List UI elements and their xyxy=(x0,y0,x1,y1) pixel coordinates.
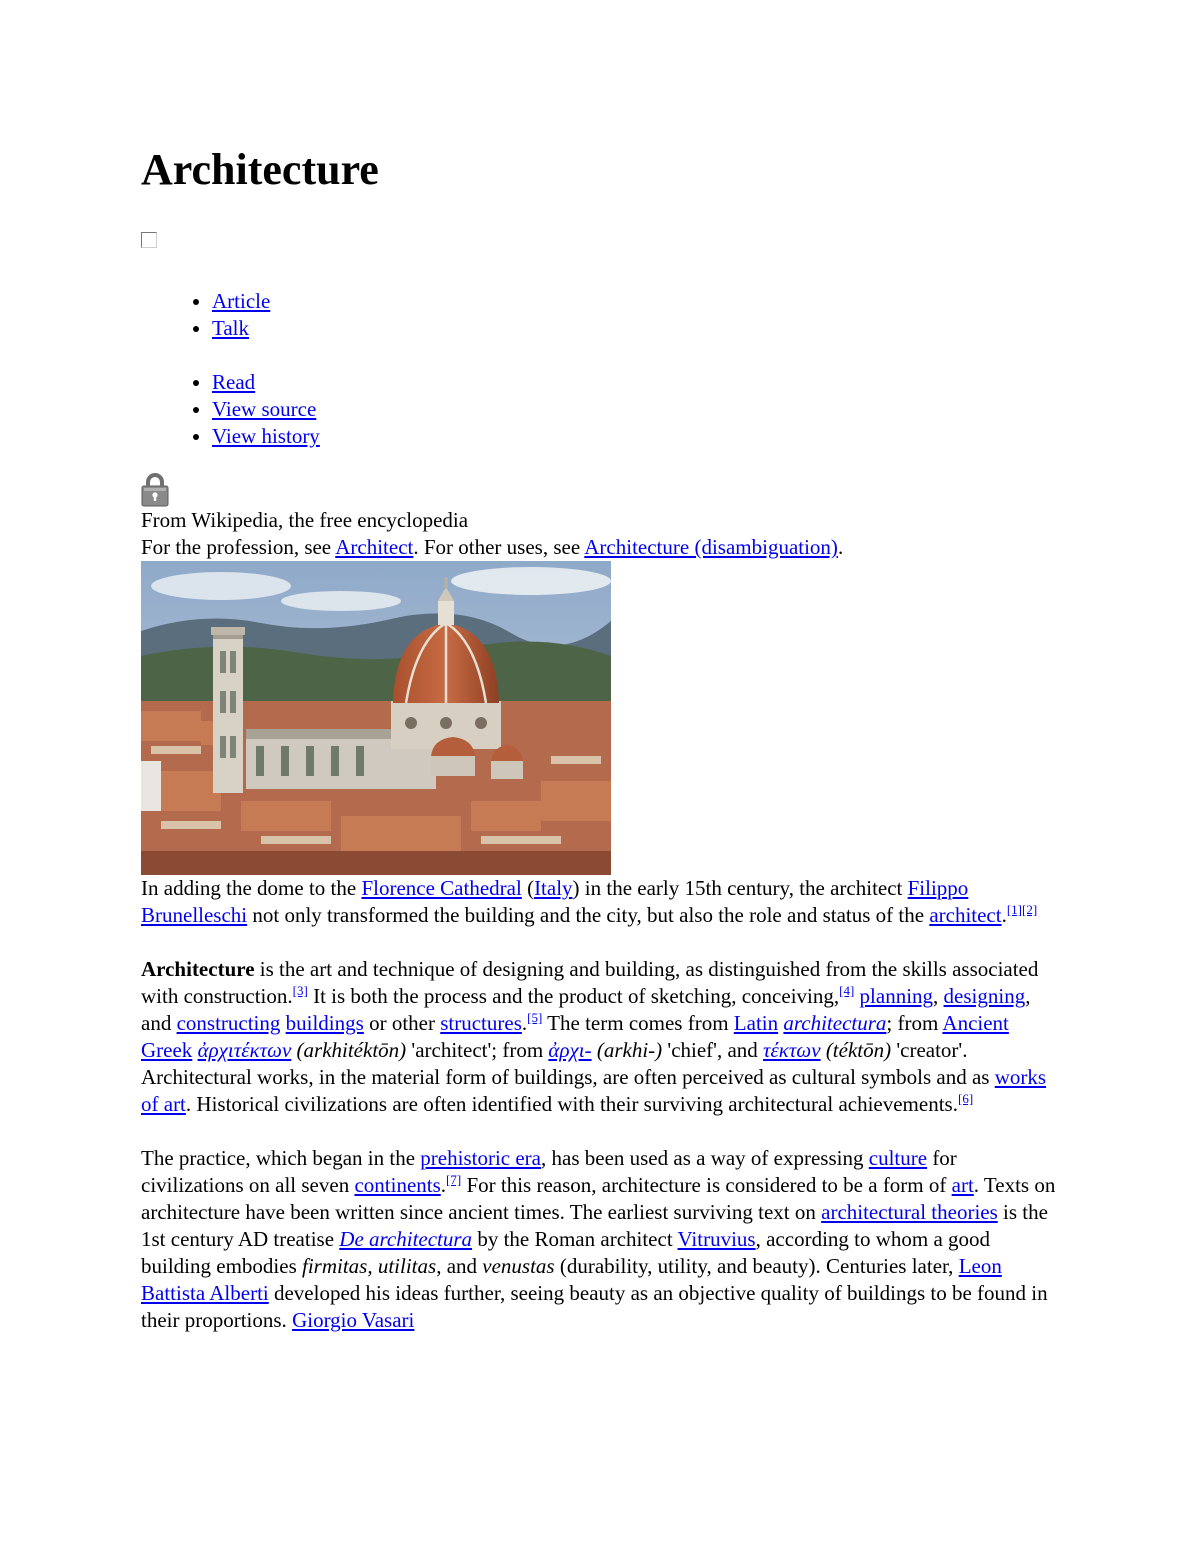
paragraph-text: , xyxy=(933,984,944,1008)
paragraph-text: , according to whom a good building embodies xyxy=(141,1227,991,1278)
tab-article-link[interactable]: Article xyxy=(212,289,271,313)
alberti-link[interactable]: Leon Battista Alberti xyxy=(141,1254,1002,1305)
paragraph-text: by the Roman architect xyxy=(472,1227,678,1251)
transliteration: (arkhitéktōn) xyxy=(291,1038,407,1062)
paragraph-text: , and xyxy=(141,984,1031,1035)
paragraph-text: The term comes from xyxy=(542,1011,734,1035)
caption-text: not only transformed the building and the city, but also the role and status of the xyxy=(247,903,930,927)
paragraph-text: It is both the process and the product of sketching, conceiving, xyxy=(307,984,840,1008)
vitruvius-link[interactable]: Vitruvius xyxy=(677,1227,756,1251)
latin-term: venustas xyxy=(482,1254,555,1278)
paragraph-text: . xyxy=(440,1173,447,1197)
article-page xyxy=(141,140,1061,1332)
greek-arkhi-link[interactable]: ἀρχι- xyxy=(548,1038,592,1062)
caption-text: In adding the dome to the xyxy=(141,876,362,900)
culture-link[interactable]: culture xyxy=(868,1146,928,1170)
tab-article xyxy=(212,288,270,315)
paragraph-text: For this reason, architecture is considered to be a form of xyxy=(461,1173,952,1197)
tab-read xyxy=(212,369,320,396)
namespace-tabs xyxy=(141,288,270,342)
article-body xyxy=(141,507,1061,1361)
hatnote-text: . xyxy=(837,535,844,559)
buildings-link[interactable]: buildings xyxy=(285,1011,364,1035)
paragraph-text: is the art and technique of designing and building, as distinguished from the skills associated with construction. xyxy=(141,957,1039,1008)
reference-link[interactable]: [3] xyxy=(292,983,308,998)
view-tabs xyxy=(141,369,320,450)
paragraph-text: , has been used as a way of expressing xyxy=(541,1146,869,1170)
paragraph-text: 'chief', and xyxy=(662,1038,764,1062)
vasari-link[interactable]: Giorgio Vasari xyxy=(292,1308,415,1332)
florence-cathedral-image[interactable] xyxy=(141,561,611,875)
paragraph-text: . Texts on architecture have been written since ancient times. The earliest surviving text on xyxy=(141,1173,1056,1224)
constructing-link[interactable]: constructing xyxy=(176,1011,281,1035)
checkbox-icon[interactable] xyxy=(141,232,157,248)
prehistoric-era-link[interactable]: prehistoric era xyxy=(420,1146,541,1170)
caption-text: ) in the early 15th century, the architect xyxy=(572,876,908,900)
page-title: Architecture xyxy=(141,145,379,194)
paragraph-text: ; from xyxy=(886,1011,943,1035)
designing-link[interactable]: designing xyxy=(943,984,1026,1008)
latin-term: firmitas, utilitas xyxy=(302,1254,437,1278)
planning-link[interactable]: planning xyxy=(859,984,934,1008)
tab-view-history xyxy=(212,423,320,450)
paragraph-text: 'architect'; from xyxy=(406,1038,549,1062)
greek-tekton-link[interactable]: τέκτων xyxy=(763,1038,821,1062)
reference-link[interactable]: [6] xyxy=(957,1091,974,1106)
reference-link[interactable]: [5] xyxy=(527,1010,543,1025)
reference-link[interactable]: [2] xyxy=(1022,902,1038,917)
tab-view-source-link[interactable]: View source xyxy=(212,397,317,421)
hatnote-text: For the profession, see xyxy=(141,535,336,559)
paragraph-text: or other xyxy=(363,1011,441,1035)
hatnote xyxy=(141,534,1061,561)
image-caption xyxy=(141,875,1061,929)
works-of-art-link[interactable]: works of art xyxy=(141,1065,1047,1116)
transliteration: (arkhi-) xyxy=(591,1038,663,1062)
hatnote-text: . For other uses, see xyxy=(413,535,585,559)
caption-text: . xyxy=(1001,903,1007,927)
architectural-theories-link[interactable]: architectural theories xyxy=(821,1200,998,1224)
paragraph-text: . Historical civilizations are often identified with their surviving architectural achievements. xyxy=(185,1092,958,1116)
italy-link[interactable]: Italy xyxy=(534,876,573,900)
reference-link[interactable]: [1] xyxy=(1006,902,1023,917)
bold-term: Architecture xyxy=(141,957,255,981)
latin-link[interactable]: Latin xyxy=(733,1011,779,1035)
tab-talk xyxy=(212,315,270,342)
tagline: From Wikipedia, the free encyclopedia xyxy=(141,508,469,532)
lock-icon xyxy=(141,473,171,507)
paragraph-text: The practice, which began in the xyxy=(141,1146,421,1170)
cathedral-photo xyxy=(141,561,611,875)
florence-cathedral-link[interactable]: Florence Cathedral xyxy=(361,876,522,900)
paragraph-text: (durability, utility, and beauty). Centuries later, xyxy=(554,1254,959,1278)
reference-link[interactable]: [7] xyxy=(446,1172,462,1187)
history-paragraph xyxy=(141,1145,1061,1334)
paragraph-text: , and xyxy=(436,1254,483,1278)
paragraph-text: developed his ideas further, seeing beauty as an objective quality of buildings to be found in their proportions. xyxy=(141,1281,1048,1332)
paragraph-text: . xyxy=(521,1011,528,1035)
brunelleschi-link[interactable]: Filippo Brunelleschi xyxy=(141,876,969,927)
architect-link[interactable]: Architect xyxy=(335,535,414,559)
intro-paragraph xyxy=(141,956,1061,1118)
greek-architekton-link[interactable]: ἀρχιτέκτων xyxy=(197,1038,292,1062)
structures-link[interactable]: structures xyxy=(440,1011,522,1035)
architectura-link[interactable]: architectura xyxy=(783,1011,887,1035)
paragraph-text: for civilizations on all seven xyxy=(141,1146,957,1197)
art-link[interactable]: art xyxy=(951,1173,974,1197)
tab-read-link[interactable]: Read xyxy=(212,370,256,394)
reference-link[interactable]: [4] xyxy=(839,983,855,998)
tab-talk-link[interactable]: Talk xyxy=(212,316,250,340)
ancient-greek-link[interactable]: Ancient Greek xyxy=(141,1011,1009,1062)
architect-link[interactable]: architect xyxy=(929,903,1002,927)
continents-link[interactable]: continents xyxy=(354,1173,441,1197)
disambiguation-link[interactable]: Architecture (disambiguation) xyxy=(584,535,838,559)
tab-view-history-link[interactable]: View history xyxy=(212,424,320,448)
tab-view-source xyxy=(212,396,320,423)
de-architectura-link[interactable]: De architectura xyxy=(339,1227,473,1251)
paragraph-text: 'creator'. Architectural works, in the material form of buildings, are often perceived as cultural symbols and as xyxy=(141,1038,995,1089)
caption-text: ( xyxy=(521,876,535,900)
paragraph-text: is the 1st century AD treatise xyxy=(141,1200,1048,1251)
transliteration: (téktōn) xyxy=(820,1038,892,1062)
